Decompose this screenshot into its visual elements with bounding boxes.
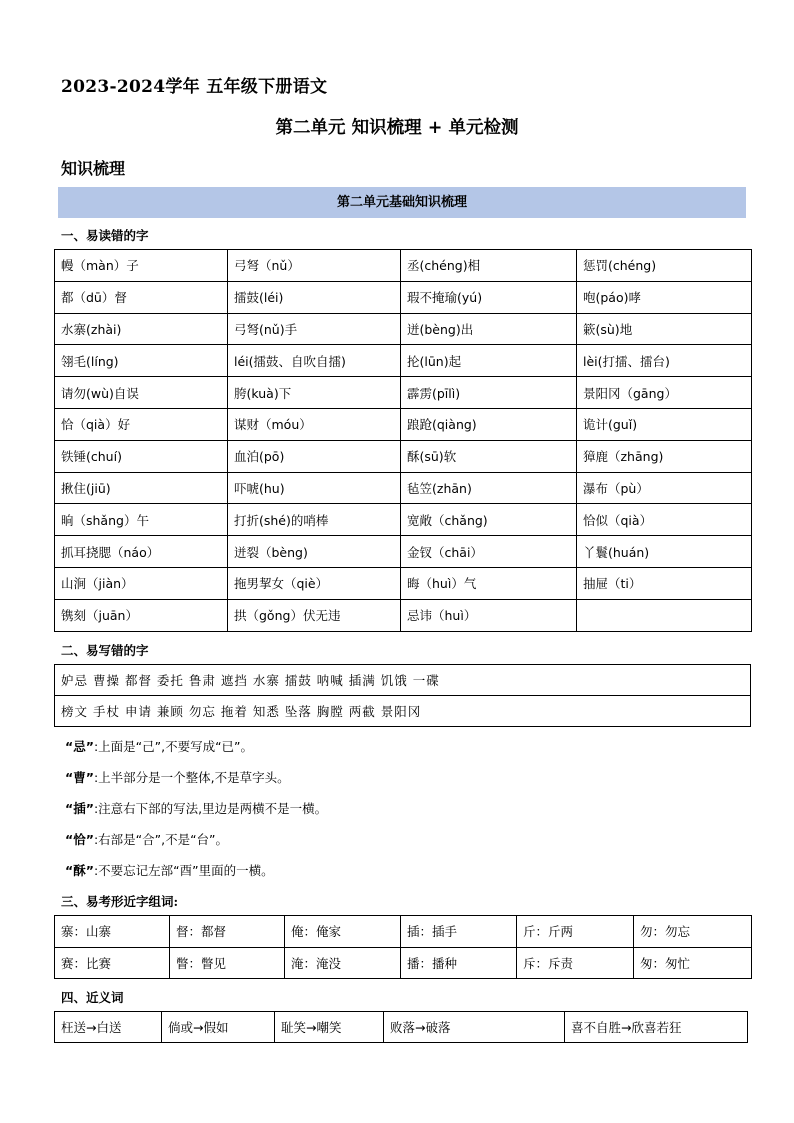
table-row <box>55 281 752 313</box>
note-item <box>65 768 290 786</box>
table-cell: 吓唬(hu) <box>228 472 401 504</box>
table-row <box>55 567 752 599</box>
table-cell: 胯(kuà)下 <box>228 377 401 409</box>
note-char: “酥” <box>65 863 94 878</box>
table-cell: 弓弩(nǔ)手 <box>228 313 401 345</box>
table-cell: 獐鹿（zhāng) <box>577 440 752 472</box>
note-item <box>65 799 327 817</box>
table-row <box>55 504 752 536</box>
note-item <box>65 737 253 755</box>
table-row <box>55 250 752 282</box>
part2-heading: 二、易写错的字 <box>61 643 149 658</box>
table-cell: 败落→破落 <box>384 1012 565 1043</box>
table-cell: 迸(bèng)出 <box>401 313 577 345</box>
table-cell: 谋财（móu） <box>228 408 401 440</box>
table-row <box>55 665 751 696</box>
note-text: :上面是“己”,不要写成“已”。 <box>93 739 254 754</box>
table-cell: léi(擂鼓、自吹自擂) <box>228 345 401 377</box>
note-text: :上半部分是一个整体,不是草字头。 <box>93 770 290 785</box>
table-cell: 斤：斤两 <box>517 916 634 948</box>
table-row <box>55 408 752 440</box>
table-row <box>55 536 752 568</box>
table-cell: 赛：比赛 <box>55 947 170 979</box>
table-row <box>55 947 752 979</box>
table-cell: 勿：勿忘 <box>634 916 752 948</box>
table-row <box>55 599 752 631</box>
table-cell: 斥：斥责 <box>517 947 634 979</box>
table-cell: 景阳冈（gāng） <box>577 377 752 409</box>
note-text: :不要忘记左部“酉”里面的一横。 <box>93 863 274 878</box>
table-cell: 丫鬟(huán) <box>577 536 752 568</box>
table-cell: 晌（shǎng）午 <box>55 504 228 536</box>
table-cell: 幔（màn）子 <box>55 250 228 282</box>
table-cell: 请勿(wù)自误 <box>55 377 228 409</box>
table-cell: 丞(chéng)相 <box>401 250 577 282</box>
table-cell: 匆：匆忙 <box>634 947 752 979</box>
table-cell: 弓弩（nǔ） <box>228 250 401 282</box>
easy-miswritten-table <box>54 664 751 727</box>
table-cell: 翎毛(líng) <box>55 345 228 377</box>
table-row <box>55 1012 748 1043</box>
table-cell: 榜文 手杖 申请 兼顾 勿忘 拖着 知悉 坠落 胸膛 两截 景阳冈 <box>55 696 751 727</box>
table-cell: 淹：淹没 <box>285 947 401 979</box>
note-item <box>65 861 274 879</box>
table-cell: lèi(打擂、擂台) <box>577 345 752 377</box>
table-cell: 血泊(pō) <box>228 440 401 472</box>
section-title: 知识梳理 <box>61 159 126 178</box>
note-text: :注意右下部的写法,里边是两横不是一横。 <box>93 801 328 816</box>
table-cell: 寨：山寨 <box>55 916 170 948</box>
table-row <box>55 345 752 377</box>
table-cell: 妒忌 曹操 都督 委托 鲁肃 遮挡 水寨 擂鼓 呐喊 插满 饥饿 一碟 <box>55 665 751 696</box>
table-row <box>55 916 752 948</box>
table-cell: 插：插手 <box>401 916 517 948</box>
note-char: “恰” <box>65 832 94 847</box>
part4-heading: 四、近义词 <box>61 990 124 1005</box>
table-row <box>55 696 751 727</box>
table-row <box>55 472 752 504</box>
table-cell: 山涧（jiàn） <box>55 567 228 599</box>
similar-chars-table <box>54 915 752 979</box>
table-cell: 耻笑→嘲笑 <box>275 1012 384 1043</box>
table-cell: 惩罚(chéng) <box>577 250 752 282</box>
note-text: :右部是“合”,不是“台”。 <box>93 832 229 847</box>
easy-misread-table <box>54 249 752 632</box>
table-cell: 咆(páo)哮 <box>577 281 752 313</box>
table-cell: 宽敞（chǎng) <box>401 504 577 536</box>
table-cell: 恰（qià）好 <box>55 408 228 440</box>
section-banner: 第二单元基础知识梳理 <box>58 187 746 218</box>
table-cell: 揪住(jiū) <box>55 472 228 504</box>
note-char: “插” <box>65 801 94 816</box>
table-cell: 瑕不掩瑜(yú) <box>401 281 577 313</box>
unit-title: 第二单元 知识梳理 + 单元检测 <box>275 118 519 138</box>
part3-heading: 三、易考形近字组词: <box>61 894 179 909</box>
table-cell: 拱（gǒng）伏无违 <box>228 599 401 631</box>
table-cell: 水寨(zhài) <box>55 313 228 345</box>
table-row <box>55 377 752 409</box>
table-cell: 迸裂（bèng) <box>228 536 401 568</box>
table-cell: 打折(shé)的哨棒 <box>228 504 401 536</box>
table-cell: 簌(sù)地 <box>577 313 752 345</box>
table-cell: 抽屉（ti） <box>577 567 752 599</box>
table-cell: 瞥：瞥见 <box>170 947 285 979</box>
table-cell: 恰似（qià） <box>577 504 752 536</box>
table-cell: 俺：俺家 <box>285 916 401 948</box>
table-cell: 喜不自胜→欣喜若狂 <box>565 1012 748 1043</box>
synonyms-table <box>54 1011 748 1043</box>
table-row <box>55 440 752 472</box>
table-cell: 播：播种 <box>401 947 517 979</box>
table-cell: 都（dū）督 <box>55 281 228 313</box>
note-char: “曹” <box>65 770 94 785</box>
table-cell: 霹雳(pīlì) <box>401 377 577 409</box>
table-cell: 枉送→白送 <box>55 1012 162 1043</box>
note-char: “忌” <box>65 739 94 754</box>
table-cell: 忌讳（huì） <box>401 599 577 631</box>
table-cell: 抡(lūn)起 <box>401 345 577 377</box>
table-cell: 金钗（chāi） <box>401 536 577 568</box>
table-cell: 抓耳挠腮（náo） <box>55 536 228 568</box>
table-cell: 倘或→假如 <box>162 1012 275 1043</box>
table-cell: 镌刻（juān） <box>55 599 228 631</box>
table-cell: 踉跄(qiàng) <box>401 408 577 440</box>
table-cell: 瀑布（pù） <box>577 472 752 504</box>
table-cell: 诡计(guǐ) <box>577 408 752 440</box>
table-cell: 拖男挈女（qiè） <box>228 567 401 599</box>
note-item <box>65 830 228 848</box>
table-cell: 督：都督 <box>170 916 285 948</box>
document-title: 2023-2024学年 五年级下册语文 <box>61 77 328 97</box>
table-cell <box>577 599 752 631</box>
table-cell: 铁锤(chuí) <box>55 440 228 472</box>
table-cell: 晦（huì）气 <box>401 567 577 599</box>
part1-heading: 一、易读错的字 <box>61 228 149 243</box>
table-cell: 擂鼓(léi) <box>228 281 401 313</box>
table-row <box>55 313 752 345</box>
table-cell: 酥(sū)软 <box>401 440 577 472</box>
table-cell: 毡笠(zhān) <box>401 472 577 504</box>
